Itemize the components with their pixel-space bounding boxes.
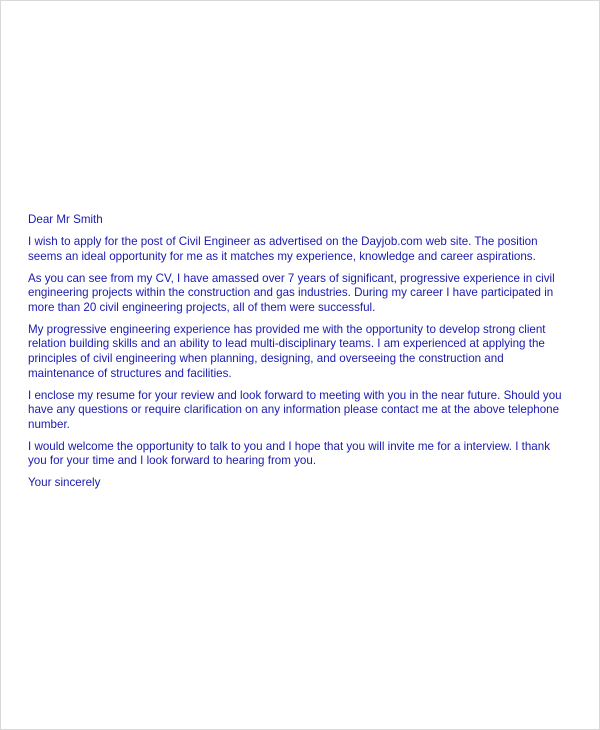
closing-text: Your sincerely [28, 476, 101, 490]
paragraph-thanks [28, 440, 558, 469]
paragraph-line: more than 20 civil engineering projects, all of them were successful. [28, 300, 376, 314]
paragraph-line: My progressive engineering experience has provided me with the opportunity to develop strong client [28, 322, 546, 336]
cover-letter [28, 213, 562, 498]
paragraph-line: maintenance of structures and facilities. [28, 366, 232, 380]
paragraph-line: you for your time and I look forward to hearing from you. [28, 454, 317, 468]
paragraph-line: number. [28, 417, 70, 431]
paragraph-line: I would welcome the opportunity to talk to you and I hope that you will invite me for a interview. I thank [28, 439, 551, 453]
paragraph-line: have any questions or require clarification on any information please contact me at the above telephone [28, 403, 560, 417]
paragraph-enclosure [28, 388, 562, 433]
paragraph-line: As you can see from my CV, I have amassed over 7 years of significant, progressive experience in civil [28, 271, 555, 285]
paragraph-application [28, 235, 558, 264]
paragraph-skills [28, 323, 558, 381]
paragraph-line: seems an ideal opportunity for me as it matches my experience, knowledge and career aspirations. [28, 249, 536, 263]
paragraph-line: I enclose my resume for your review and look forward to meeting with you in the near future. Should you [28, 388, 562, 402]
salutation [28, 213, 558, 228]
paragraph-line: engineering projects within the construction and gas industries. During my career I have participated in [28, 286, 554, 300]
paragraph-experience [28, 272, 558, 316]
salutation-text: Dear Mr Smith [28, 213, 103, 226]
closing [28, 476, 558, 491]
paragraph-line: I wish to apply for the post of Civil Engineer as advertised on the Dayjob.com web site. The position [28, 234, 538, 248]
paragraph-line: relation building skills and an ability to lead multi-disciplinary teams. I am experienced at applying the [28, 337, 545, 351]
paragraph-line: principles of civil engineering when planning, designing, and overseeing the construction and [28, 351, 504, 365]
